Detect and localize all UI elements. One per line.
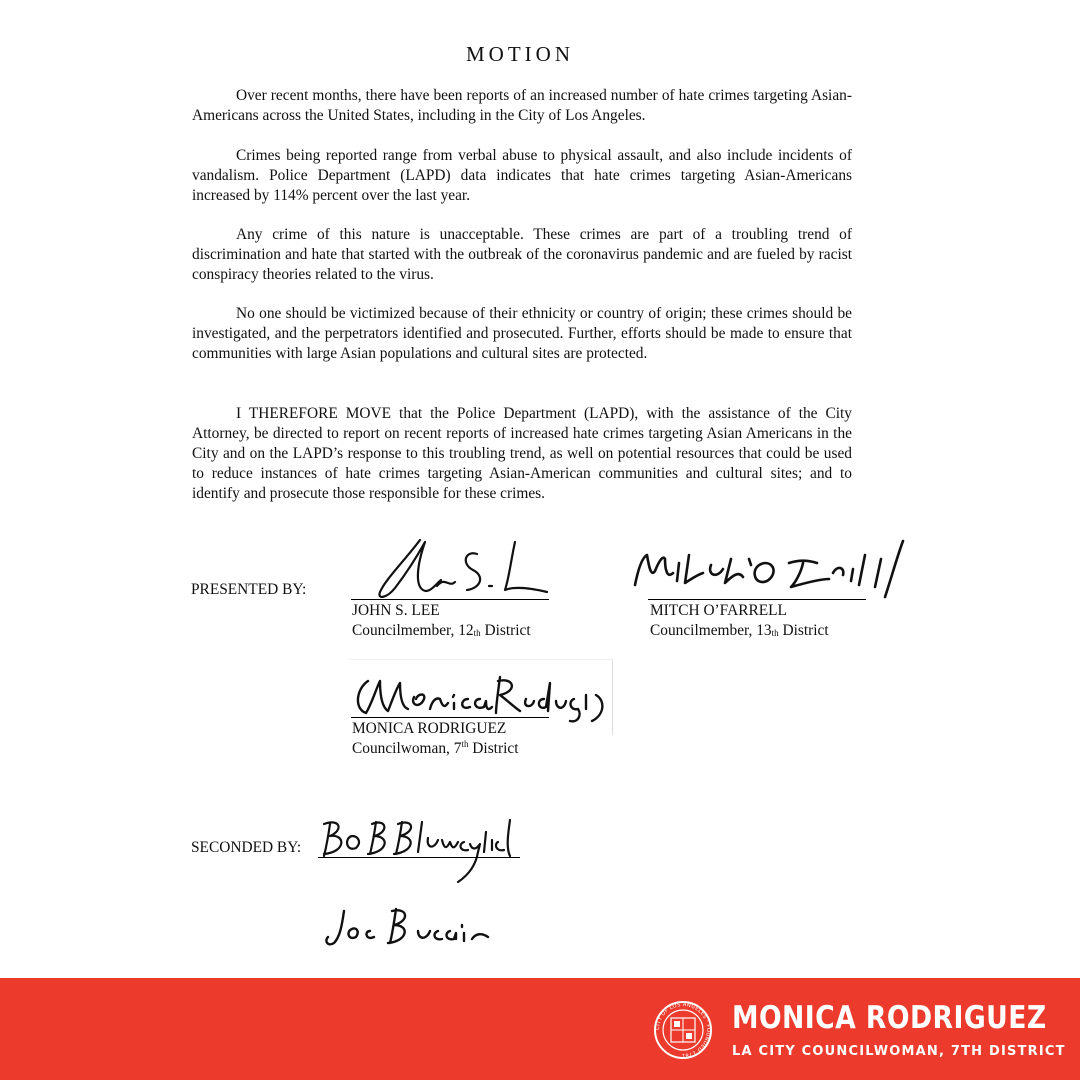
seconded-by-label: SECONDED BY: [191,839,302,856]
city-seal-icon [653,1000,713,1060]
paragraph-5-text: I THEREFORE MOVE that the Police Department (LAPD), with the assistance of the City Attorney, be directed to report on recent reports of increased hate crimes targeting Asian Americans in the City and on the LAPD’s response to this troubling trend, as well on potential resources that could be used to reduce instances of hate crimes targeting Asian-American communities and cultural sites; and to identify and prosecute those responsible for these crimes. [192,405,852,502]
signer-title-john-lee: Councilmember, $12_{th}$ District [352,622,531,639]
footer-name: MONICA RODRIGUEZ [732,1000,1047,1036]
svg-text:CITY OF LOS ANGELES · FOUNDED: CITY OF LOS ANGELES · FOUNDED 1781 [654,1001,712,1059]
signature-line-mitch-ofarrell [648,599,866,600]
paragraph-3 [192,225,852,285]
signer-name-mitch-ofarrell: MITCH O’FARRELL [650,602,787,619]
signer-block-mitch-ofarrell [650,601,829,642]
signer-block-monica-rodriguez [352,719,518,759]
paragraph-1 [192,86,852,126]
document-title: MOTION [466,42,574,66]
signer-title-monica-rodriguez: Councilwoman, 7th District [352,738,519,757]
paragraph-3-text: Any crime of this nature is unacceptable. These crimes are part of a troubling trend of discrimination and hate that started with the outbreak of the coronavirus pandemic and are fueled by racist conspiracy theories related to the virus. [192,226,852,283]
paragraph-4 [192,304,852,364]
paragraph-5 [192,404,852,504]
signer-name-monica-rodriguez: MONICA RODRIGUEZ [352,720,507,737]
signer-name-john-lee: JOHN S. LEE [352,602,440,619]
signature-bob-blumenfield [318,812,528,890]
footer-subtitle: LA CITY COUNCILWOMAN, 7TH DISTRICT [732,1044,1066,1059]
signature-monica-rodriguez [350,665,610,725]
signature-line-john-lee [351,599,549,600]
signer-block-john-lee [352,601,531,642]
signer-title-mitch-ofarrell: Councilmember, $13_{th}$ District [650,622,829,639]
signature-joe-buscaino [322,903,492,951]
signature-john-lee [365,530,555,605]
paragraph-4-text: No one should be victimized because of their ethnicity or country of origin; these crimes should be investigated, and the perpetrators identified and prosecuted. Further, efforts should be made to ensure that communities with large Asian populations and cultural sites are protected. [192,305,852,362]
signature-line-monica-rodriguez [351,717,549,718]
presented-by-label: PRESENTED BY: [191,581,307,598]
paragraph-1-text: Over recent months, there have been reports of an increased number of hate crimes targeting Asian-Americans across the United States, including in the City of Los Angeles. [192,87,852,124]
paragraph-2 [192,146,852,206]
signature-line-bob-blumenfield [318,857,520,858]
paragraph-2-text: Crimes being reported range from verbal abuse to physical assault, and also include incidents of vandalism. Police Department (LAPD) data indicates that hate crimes targeting Asian-Americans increased by 114% percent over the last year. [192,147,852,204]
signature-mitch-ofarrell [625,535,910,605]
